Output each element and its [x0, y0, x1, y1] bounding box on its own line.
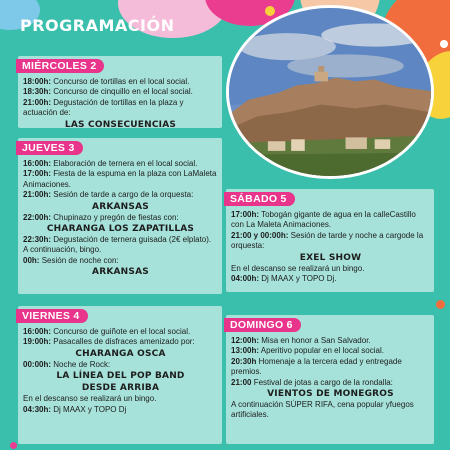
schedule-line: 22:00h: Chupinazo y pregón de fiestas con:	[23, 212, 179, 222]
schedule-line: 18:00h: Concurso de tortillas en el local social.	[23, 77, 190, 86]
schedule-line: 22:30h: Degustación de ternera guisada (2€ elplato).	[23, 235, 212, 245]
day-panel-viernes	[18, 306, 222, 444]
decor-dot	[265, 6, 275, 16]
schedule-line: A continuación, bingo.	[23, 245, 102, 255]
schedule-line: 21:00h: Degustación de tortillas en la plaza y actuación de:	[23, 97, 184, 118]
day-panel-sabado	[226, 189, 434, 292]
schedule-line: 12:00h: Misa en honor a San Salvador.	[231, 336, 371, 345]
decor-dot	[436, 300, 445, 309]
schedule-line: 18:30h: Concurso de cinquillo en el local social.	[23, 87, 193, 97]
band-name: CHARANGA LOS ZAPATILLAS	[46, 224, 195, 235]
schedule-line: 00h: Sesión de noche con:	[23, 255, 119, 265]
schedule-line: 21:00 Festival de jotas a cargo de la rondalla:	[231, 377, 393, 387]
band-name: LAS CONSECUENCIAS	[64, 119, 177, 130]
band-name: EXEL SHOW	[299, 252, 362, 263]
band-name: VIENTOS DE MONEGROS	[267, 389, 394, 400]
decor-dot	[10, 442, 17, 449]
day-label: JUEVES 3	[16, 141, 83, 155]
schedule-line: 20:30h Homenaje a la tercera edad y entregade premios.	[231, 356, 402, 377]
page-title: PROGRAMACIÓN	[20, 16, 175, 35]
day-label: DOMINGO 6	[224, 318, 301, 332]
schedule-line: 19:00h: Pasacalles de disfraces amenizado por:	[23, 337, 195, 347]
schedule-line: En el descanso se realizará un bingo.	[23, 394, 157, 404]
day-label: SÁBADO 5	[224, 192, 295, 206]
schedule-line: 16:00h: Elaboración de ternera en el local social.	[23, 159, 198, 168]
schedule-line: 21:00 y 00:00h: Sesión de tarde y noche a cargode la orquesta:	[231, 230, 424, 251]
band-name: CHARANGA OSCA	[75, 348, 166, 359]
day-label: MIÉRCOLES 2	[16, 59, 104, 73]
schedule-line: 17:00h: Fiesta de la espuma en la plaza con LaMaleta Animaciones.	[23, 169, 217, 189]
village-photo	[226, 5, 434, 179]
schedule-line: 16:00h: Concurso de guiñote en el local social.	[23, 327, 191, 336]
band-name: LA LÍNEA DEL POP BAND	[56, 371, 185, 382]
day-label: VIERNES 4	[16, 309, 88, 323]
schedule-line: 21:00h: Sesión de tarde a cargo de la orquesta:	[23, 190, 194, 200]
band-name: ARKANSAS	[92, 267, 149, 278]
schedule-line: 13:00h: Aperitivo popular en el local social.	[231, 346, 384, 356]
schedule-line: 00:00h: Noche de Rock:	[23, 359, 111, 369]
day-panel-jueves	[18, 138, 222, 294]
day-panel-domingo	[226, 315, 434, 444]
schedule-line: En el descanso se realizará un bingo.	[231, 263, 365, 273]
schedule-line: 04:00h: Dj MAAX y TOPO Dj.	[231, 274, 337, 284]
band-name: ARKANSAS	[92, 201, 149, 212]
schedule-line: 17:00h: Tobogán gigante de agua en la calleCastillo con La Maleta Animaciones.	[231, 210, 416, 230]
schedule-line: A continuación SÚPER RIFA, cena popular yfuegos artificiales.	[231, 400, 414, 420]
day-panel-miercoles	[18, 56, 222, 128]
schedule-line: 04:30h: Dj MAAX y TOPO Dj	[23, 404, 127, 414]
band-name: DESDE ARRIBA	[81, 383, 160, 394]
decor-dot	[440, 40, 448, 48]
